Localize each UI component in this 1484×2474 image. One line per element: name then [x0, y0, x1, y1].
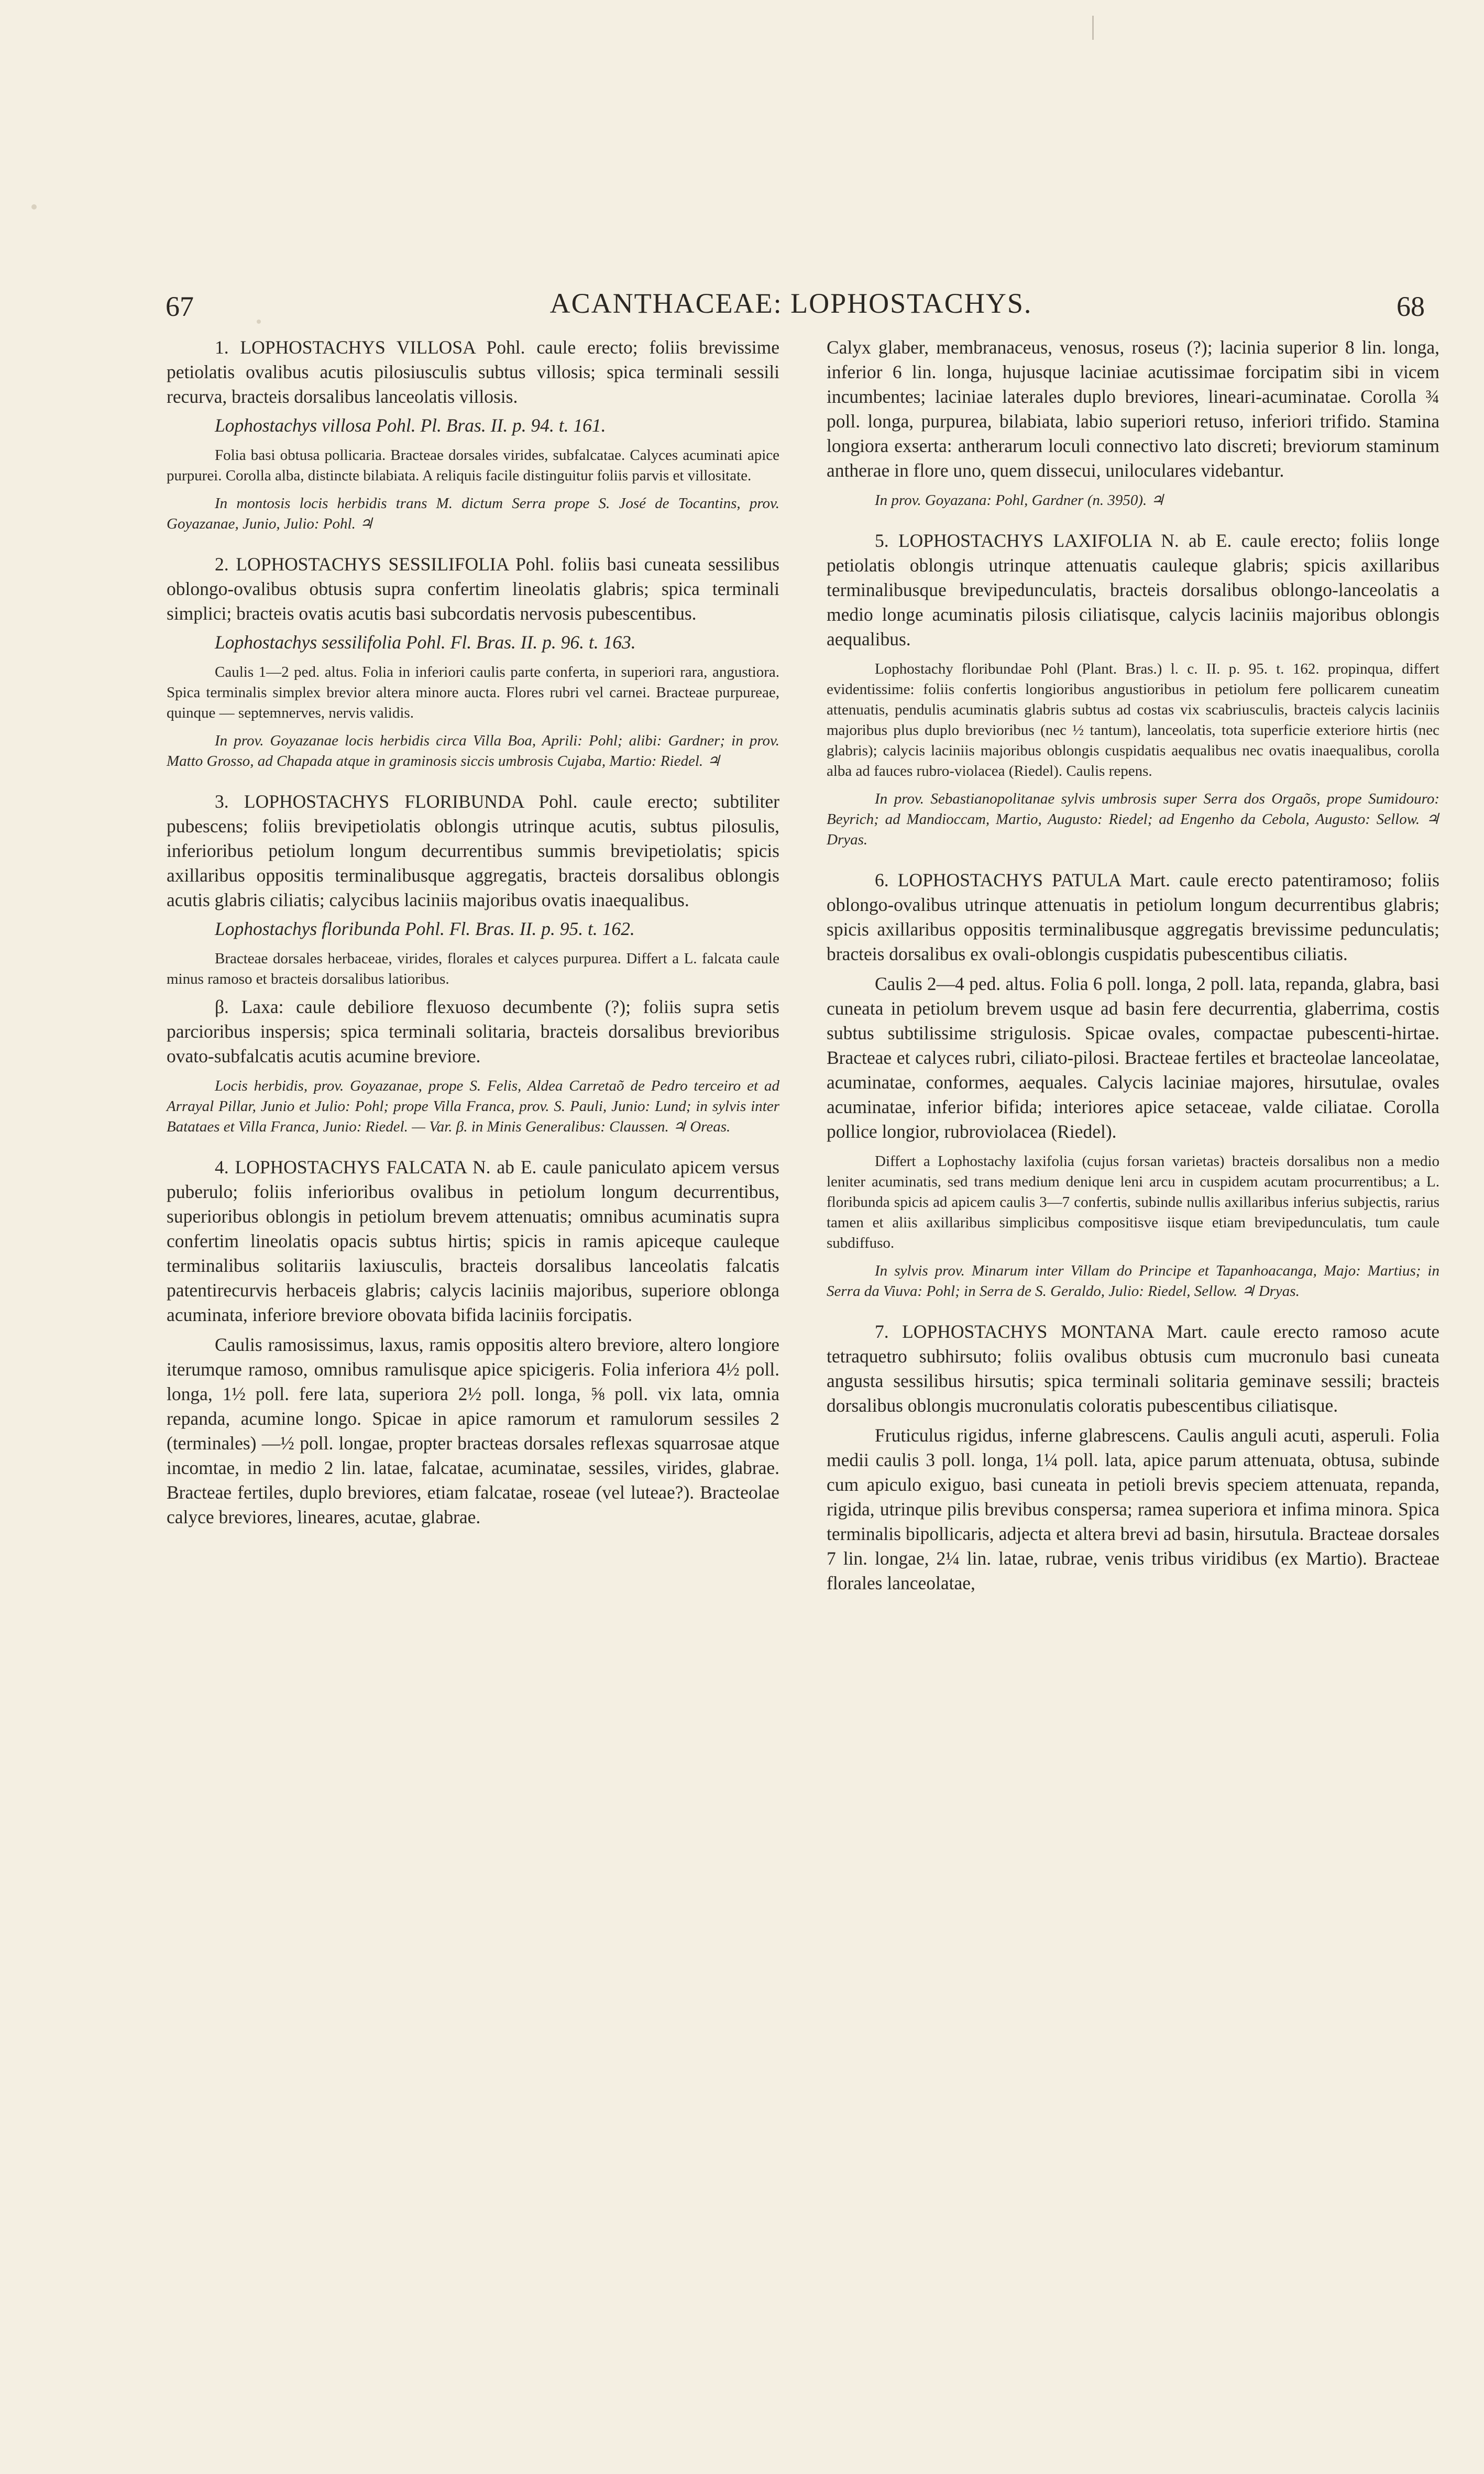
running-title: ACANTHACEAE: LOPHOSTACHYS. [549, 288, 1032, 319]
locality-paragraph: In montosis locis herbidis trans M. dictum Serra prope S. José de Tocantins, prov. Goyazanae, Junio, Julio: Pohl. ♃ [167, 495, 779, 532]
paper-crease [1092, 16, 1094, 40]
species-heading: 7. LOPHOSTACHYS MONTANA Mart. caule erecto ramoso acute tetraquetro subhirsuto; foliis ovalibus obtusis cum mucronulo basi cuneata angusta sessilibus hirsutis; spica terminali solitaria geminave sessili; bracteis dorsalibus oblongis mucronulatis coloratis pubescentibus ciliatisque. [827, 1321, 1439, 1416]
locality-paragraph: Locis herbidis, prov. Goyazanae, prope S. Felis, Aldea Carretaõ de Pedro terceiro et ad Arrayal Pillar, Junio et Julio: Pohl; prope Villa Franca, prov. S. Pauli, Junio: Lund; in sylvis inter Batataes et Villa Franca, Junio: Riedel. — Var. β. in Minis Generalibus: Claussen. ♃ Oreas. [167, 1077, 779, 1135]
species-heading: 6. LOPHOSTACHYS PATULA Mart. caule erecto patentiramoso; foliis oblongo-ovalibus utrinque attenuatis in petiolum longum decurrentibus glabris; spicis axillaribus oppositis terminalibusque aggregatis brevissime pedunculatis; bracteis dorsalibus ex ovali-oblongis cuspidatis pubescentibus ciliatis. [827, 870, 1439, 964]
note-paragraph: Folia basi obtusa pollicaria. Bracteae dorsales virides, subfalcatae. Calyces acuminati apice purpurei. Corolla alba, distincte bilabiata. A reliquis facile distinguitur foliis parvis et villositate. [167, 447, 779, 484]
note-paragraph: Lophostachy floribundae Pohl (Plant. Bras.) l. c. II. p. 95. t. 162. propinqua, differt evidentissime: foliis confertis longioribus angustioribus in petiolum fere pollicarem cuneatim attenuatis, pendulis acuminatis glabris subtus ad costas vix scabriusculis, bracteis calycis laciniis majoribus plus duplo brevioribus (nec ½ tantum), lanceolatis, tota superficie exteriore hirtis (nec glabris); calycis laciniis majoribus oblongis cuspidatis aequalibus nec ovatis inaequalibus, corolla alba ad fauces rubro-violacea (Riedel). Caulis repens. [827, 661, 1439, 779]
description-paragraph: Fruticulus rigidus, inferne glabrescens. Caulis anguli acuti, asperuli. Folia medii caulis 3 poll. longa, 1¼ poll. lata, apice parum attenuata, obtusa, subinde cum apiculo exiguo, basi cuneata in petioli brevis speciem attenuata, repanda, rigida, utrinque pilis brevibus conspersa; ramea superiora et infima minora. Spica terminalis bipollicaris, adjecta et altera brevi ad basin, hirsutula. Bracteae dorsales 7 lin. longae, 2¼ lin. latae, rubrae, venis tribus viridibus (ex Martio). Bracteae florales lanceolatae, [827, 1425, 1439, 1593]
paper-spot [31, 204, 37, 210]
right-column [827, 335, 1439, 1596]
locality-paragraph: In prov. Goyazana: Pohl, Gardner (n. 3950). ♃ [875, 492, 1164, 509]
locality-paragraph: In sylvis prov. Minarum inter Villam do Principe et Tapanhoacanga, Majo: Martius; in Serra da Viuva: Pohl; in Serra de S. Geraldo, Julio: Riedel, Sellow. ♃ Dryas. [827, 1262, 1439, 1300]
species-heading: 1. LOPHOSTACHYS VILLOSA Pohl. caule erecto; foliis brevissime petiolatis ovalibus acutis pilosiusculis subtus villosis; spica terminali sessili recurva, bracteis dorsalibus lanceolatis villosis. [167, 337, 779, 407]
description-paragraph: Caulis ramosissimus, laxus, ramis oppositis altero breviore, altero longiore iterumque ramoso, omnibus ramulisque apice spicigeris. Folia inferiora 4½ poll. longa, 1½ poll. fere lata, superiora 2½ poll. longa, ⅝ poll. vix lata, omnia repanda, acumine longo. Spicae in apice ramorum et ramulorum sessiles 2 (terminales) —½ poll. longae, propter bracteas dorsales reflexas squarrosae atque incomtae, in medio 2 lin. latae, falcatae, acuminatae, sessiles, virides, glabrae. Bracteae fertiles, duplo breviores, etiam falcatae, roseae (vel luteae?). Bracteolae calyce breviores, lineares, acutae, glabrae. [167, 1334, 779, 1527]
description-paragraph: β. Laxa: caule debiliore flexuoso decumbente (?); foliis supra setis parcioribus inspersis; spica terminali solitaria, bracteis dorsalibus brevioribus ovato-subfalcatis acutis acumine breviore. [167, 996, 779, 1066]
description-paragraph: Calyx glaber, membranaceus, venosus, roseus (?); lacinia superior 8 lin. longa, inferior 6 lin. longa, hujusque laciniae acutissimae forcipatim sibi in vicem incumbentes; laciniae laterales duplo breviores, lineari-acuminatae. Corolla ¾ poll. longa, purpurea, bilabiata, labio superiori retuso, inferiori trifido. Stamina longiora exserta: antherarum loculi connectivo lato discreti; breviorum staminum antherae in flore uno, quem dissecui, uniloculares videbantur. [827, 337, 1439, 481]
species-heading: 5. LOPHOSTACHYS LAXIFOLIA N. ab E. caule erecto; foliis longe petiolatis oblongis utrinque attenuatis cauleque glabris; spicis axillaribus terminalibusque brevipedunculatis, bracteis dorsalibus oblongo-lanceolatis a medio longe acuminatis pilosis ciliatisque, calycis laciniis majoribus oblongis aequalibus. [827, 530, 1439, 650]
page-number-right: 68 [1397, 291, 1425, 322]
citation: Lophostachys sessilifolia Pohl. Fl. Bras. II. p. 96. t. 163. [215, 632, 636, 653]
note-paragraph: Differt a Lophostachy laxifolia (cujus forsan varietas) bracteis dorsalibus non a medio leniter acuminatis, sed trans medium denique leni arcu in cuspidem acutam procurrentibus; a L. floribunda spicis ad apicem caulis 3—7 confertis, subinde nullis axillaribus inferius subjectis, rarius tamen et aliis axillaribus simplicibus compositisve iisque etiam brevipedunculatis, tum caule subdiffuso. [827, 1153, 1439, 1251]
note-paragraph: Bracteae dorsales herbaceae, virides, florales et calyces purpurea. Differt a L. falcata caule minus ramoso et bracteis dorsalibus latioribus. [167, 950, 779, 987]
citation: Lophostachys villosa Pohl. Pl. Bras. II. p. 94. t. 161. [215, 415, 606, 436]
species-heading: 4. LOPHOSTACHYS FALCATA N. ab E. caule paniculato apicem versus puberulo; foliis inferioribus ovalibus in petiolum longum decurrentibus, superioribus oblongis in petiolum brevem attenuatis; omnibus acuminatis supra confertim lineolatis opacis subtus hirtis; spicis in ramis apiceque cauleque terminalibus solitariis laxiusculis, bracteis dorsalibus lanceolatis falcatis patentirecurvis herbaceis glabris; calycis laciniis majoribus, superiore oblonga acuminata, inferiore breviore obovata bifida laciniis forcipatis. [167, 1157, 779, 1325]
locality-paragraph: In prov. Goyazanae locis herbidis circa Villa Boa, Aprili: Pohl; alibi: Gardner; in prov. Matto Grosso, ad Chapada atque in graminosis siccis umbrosis Cujaba, Martio: Riedel. ♃ [167, 732, 779, 769]
note-paragraph: Caulis 1—2 ped. altus. Folia in inferiori caulis parte conferta, in superiori rara, angustiora. Spica terminalis simplex brevior altera minore aucta. Flores rubri vel carnei. Bracteae purpureae, quinque — septemnerves, nervis validis. [167, 664, 779, 721]
description-paragraph: Caulis 2—4 ped. altus. Folia 6 poll. longa, 2 poll. lata, repanda, glabra, basi cuneata in petiolum brevem usque ad basin fere decurrentia, glaberrima, costis subtus subtilissime strigulosis. Spicae ovales, compactae pubescenti-hirtae. Bracteae et calyces rubri, ciliato-pilosi. Bracteae fertiles et bracteolae lanceolatae, acuminatae, conformes, aequales. Calycis laciniae majores, hirsutulae, ovales acuminatae, inferior bifida; interiores apice setaceae, valde ciliatae. Corolla pollice longior, rubroviolacea (Riedel). [827, 973, 1439, 1142]
page-number-left: 67 [166, 291, 194, 322]
citation: Lophostachys floribunda Pohl. Fl. Bras. II. p. 95. t. 162. [215, 918, 635, 939]
page-header [157, 287, 1425, 329]
species-heading: 2. LOPHOSTACHYS SESSILIFOLIA Pohl. foliis basi cuneata sessilibus oblongo-ovalibus obtusis supra confertim lineolatis glabris; spica terminali simplici; bracteis ovatis acutis basi subcordatis nervosis pubescentibus. [167, 554, 779, 624]
locality-paragraph: In prov. Sebastianopolitanae sylvis umbrosis super Serra dos Orgaõs, prope Sumidouro: Beyrich; ad Mandioccam, Martio, Augusto: Riedel; ad Engenho da Cebola, Augusto: Sellow. ♃ Dryas. [827, 790, 1439, 848]
left-column [167, 335, 779, 1530]
species-heading: 3. LOPHOSTACHYS FLORIBUNDA Pohl. caule erecto; subtiliter pubescens; foliis brevipetiolatis oblongis utrinque acutis, subtus pilosulis, inferioribus petiolum longum decurrentibus summis brevipetiolatis; spicis axillaribus oppositis terminalibusque aggregatis, bracteis dorsalibus oblongis acutis glabris ciliatis; calycibus laciniis majoribus ovatis inaequalibus. [167, 791, 779, 910]
